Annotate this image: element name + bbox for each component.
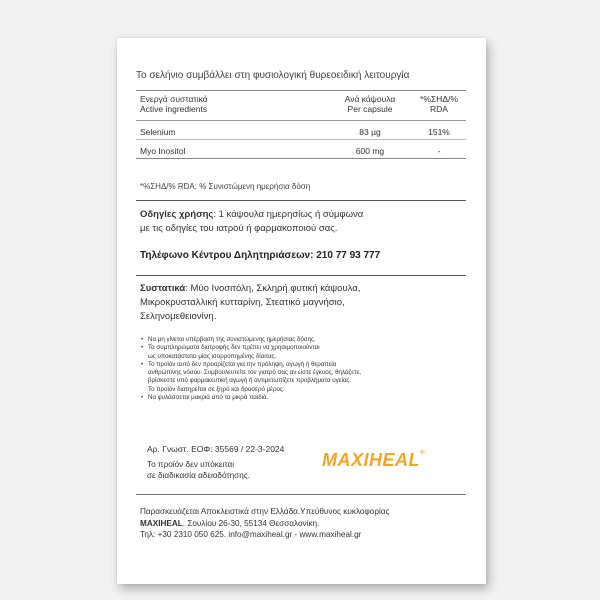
bullet-icon: •: [141, 360, 144, 368]
logo-wordmark: MAXIHEAL: [322, 450, 420, 470]
ingredients-block: [140, 282, 360, 324]
divider: [136, 494, 466, 495]
warning-text: Να φυλάσσεται μακριά από τα μικρά παιδιά.: [148, 394, 269, 402]
licensing-note-line-1: Το προϊόν δεν υπόκειται: [147, 460, 235, 469]
row-rda: -: [437, 146, 441, 156]
warning-text: Το προϊόν διατηρείται σε ξηρό και δροσερό μέρος.: [148, 385, 285, 393]
company-name: MAXIHEAL: [140, 518, 183, 528]
warning-text: ως υποκατάστατο μίας ισορροπημένης δίαιτας.: [148, 352, 277, 360]
warning-text: Να μη γίνεται υπέρβαση της συνιστώμενης ημερήσιας δόσης.: [148, 336, 316, 343]
manufacturer-address: . Σουλίου 26-30, 55134 Θεσσαλονίκη.: [182, 518, 320, 528]
row-rda: 151%: [428, 127, 450, 137]
bullet-icon: •: [141, 394, 144, 402]
header-rda-gr: *%ΣΗΔ/%: [420, 94, 458, 104]
divider: [136, 275, 466, 276]
maxiheal-logo: [322, 450, 425, 471]
manufacturer-info: [140, 506, 390, 541]
licensing-note: [147, 459, 250, 481]
registration-number: Αρ. Γνωστ. ΕΟΦ: 35569 / 22-3-2024: [147, 444, 285, 454]
ingredients-label: Συστατικά: [140, 283, 186, 294]
usage-line-2: με τις οδηγίες του ιατρού ή φαρμακοποιού σας.: [140, 223, 338, 234]
list-item: [140, 361, 460, 369]
divider: [136, 200, 466, 201]
ingredients-line-2: Μικροκρυσταλλική κυτταρίνη, Στεατικό μαγνήσιο,: [140, 297, 345, 308]
warning-text: Τα συμπληρώματα διατροφής δεν πρέπει να χρησιμοποιούνται: [148, 344, 320, 352]
registered-mark: ®: [420, 450, 425, 456]
poison-center-phone: Τηλέφωνο Κέντρου Δηλητηριάσεων: 210 77 93 777: [140, 250, 381, 261]
bullet-icon: •: [141, 344, 144, 352]
table-top-rule: [136, 90, 466, 91]
table-header-rule: [136, 120, 466, 121]
list-item: [140, 344, 460, 352]
table-row-rule: [136, 139, 466, 140]
usage-line-1: : 1 κάψουλα ημερησίως ή σύμφωνα: [213, 209, 364, 220]
licensing-note-line-2: σε διαδικασία αδειοδότησης.: [147, 471, 250, 480]
ingredients-line-3: Σεληνομεθειονίνη.: [140, 311, 217, 322]
bullet-icon: •: [141, 336, 144, 343]
warning-text: Το προϊόν αυτό δεν προορίζεται για την πρόληψη, αγωγή ή θεραπεία: [148, 360, 337, 368]
header-per-capsule-en: Per capsule: [347, 104, 393, 114]
usage-label: Οδηγίες χρήσης: [140, 209, 214, 220]
header-ingredients-gr: Ενεργά συστατικά: [140, 94, 208, 104]
list-item: [140, 336, 460, 344]
ingredients-line-1: : Μύο Ινοσιτόλη, Σκληρή φυτική κάψουλα,: [185, 283, 361, 294]
header-rda-en: RDA: [430, 104, 448, 114]
rda-footnote: *%ΣΗΔ/% RDA: % Συνιστώμενη ημερήσια δόση: [140, 182, 311, 191]
manufacturer-line-1: Παρασκευάζεται Αποκλειστικά στην Ελλάδα.Υπεύθυνος κυκλοφορίας: [140, 507, 390, 516]
row-amount: 83 µg: [359, 127, 381, 137]
intro-claim: Το σελήνιο συμβάλλει στη φυσιολογική θυρεοειδική λειτουργία: [136, 70, 410, 81]
row-ingredient: Myo Inositol: [140, 146, 186, 156]
row-ingredient: Selenium: [140, 127, 176, 137]
supplement-label: [117, 38, 486, 584]
warnings-list: [140, 336, 460, 402]
table-bottom-rule: [136, 158, 466, 159]
warning-text: βρίσκεστε υπό φαρμακευτική αγωγή ή αντιμετωπίζετε προβλήματα υγείας.: [148, 377, 352, 385]
usage-instructions: [140, 208, 363, 236]
header-ingredients-en: Active ingredients: [140, 104, 208, 114]
list-item: [140, 394, 460, 402]
manufacturer-contact: Τηλ: +30 2310 050 625. info@maxiheal.gr - www.maxiheal.gr: [140, 530, 362, 539]
header-per-capsule-gr: Ανά κάψουλα: [344, 94, 396, 104]
warning-text: ανθρώπινης νόσου. Συμβουλευτείτε τον γιατρό σας αν είστε έγκυος, θηλάζετε,: [148, 369, 361, 377]
row-amount: 600 mg: [355, 146, 385, 156]
